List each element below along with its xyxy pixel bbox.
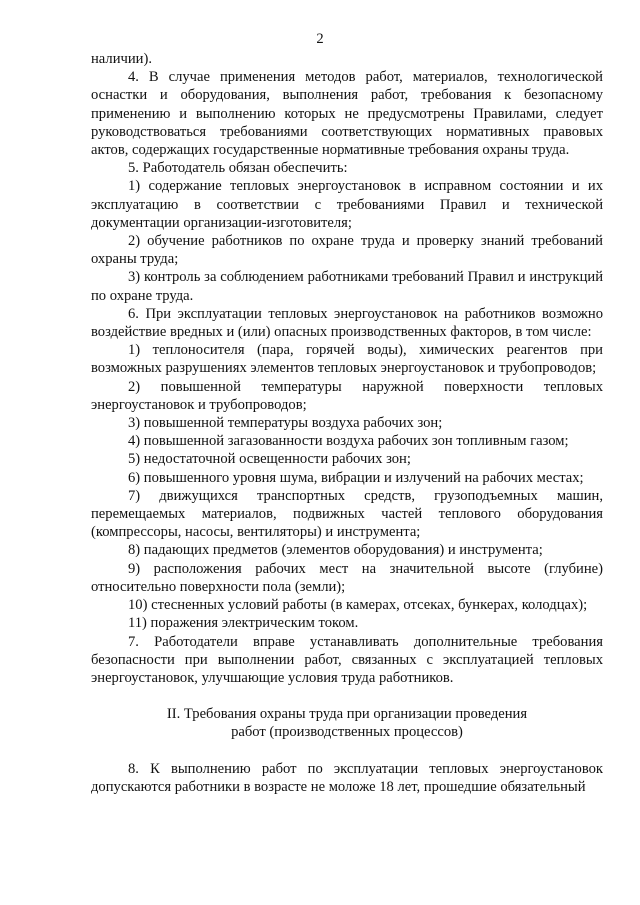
paragraph-5-intro: 5. Работодатель обязан обеспечить: [128,160,348,177]
paragraph-6-item-10: 10) стесненных условий работы (в камерах, отсеках, бункерах, колодцах); [128,597,588,614]
lead-fragment: наличии). [91,51,152,67]
section-2-heading-line-2: работ (производственных процессов) [231,724,463,741]
paragraph-5-item-1: 1) содержание тепловых энергоустановок в исправном состоянии и их эксплуатацию в соответствии с требованиями Правил и технической документации организации-изготовителя; [91,178,603,231]
paragraph-6-item-6: 6) повышенного уровня шума, вибрации и излучений на рабочих местах; [128,469,584,486]
section-spacer-bottom [91,742,603,760]
paragraph-6-intro: 6. При эксплуатации тепловых энергоустановок на работников возможно воздействие вредных и (или) опасных производственных факторов, в том числе: [91,305,603,341]
paragraph-4: 4. В случае применения методов работ, материалов, технологической оснастки и оборудования, выполнения работ, требования к безопасному применению и выполнению которых не предусмотрены Правилами, следует руководствоваться требованиями соответствующих нормативных правовых актов, содержащих государственные нормативные требования охраны труда. [91,69,603,159]
paragraph-6-item-7: 7) движущихся транспортных средств, грузоподъемных машин, перемещаемых материалов, подвижных частей теплового оборудования (компрессоры, насосы, вентиляторы) и инструмента; [91,487,603,541]
paragraph-6-item-8: 8) падающих предметов (элементов оборудования) и инструмента; [128,542,543,559]
paragraph-8: 8. К выполнению работ по эксплуатации тепловых энергоустановок допускаются работники в возрасте не моложе 18 лет, прошедшие обязательный [91,760,603,795]
paragraph-6-item-3: 3) повышенной температуры воздуха рабочих зон; [128,415,443,432]
paragraph-6-item-11: 11) поражения электрическим током. [128,615,359,632]
paragraph-6-item-4: 4) повышенной загазованности воздуха рабочих зон топливным газом; [128,433,569,450]
paragraph-5-item-2: 2) обучение работников по охране труда и проверку знаний требований охраны труда; [91,233,603,268]
paragraph-6-item-1: 1) теплоносителя (пара, горячей воды), химических реагентов при возможных разрушениях элементов тепловых энергоустановок и трубопроводов; [91,342,603,377]
paragraph-6-item-9: 9) расположения рабочих мест на значительной высоте (глубине) относительно поверхности пола (земли); [91,560,603,595]
page-number: 2 [316,31,324,47]
paragraph-5-item-3: 3) контроль за соблюдением работниками требований Правил и инструкций по охране труда. [91,269,603,304]
paragraph-7: 7. Работодатели вправе устанавливать дополнительные требования безопасности при выполнении работ, связанных с эксплуатацией тепловых энергоустановок, улучшающие условия труда работников. [91,633,603,686]
section-spacer-top [91,687,603,705]
section-2-heading-line-1: II. Требования охраны труда при организации проведения [166,706,528,723]
paragraph-6-item-5: 5) недостаточной освещенности рабочих зон; [128,451,411,468]
paragraph-6-item-2: 2) повышенной температуры наружной поверхности тепловых энергоустановок и трубопроводов; [91,378,603,413]
document-body [91,50,603,796]
